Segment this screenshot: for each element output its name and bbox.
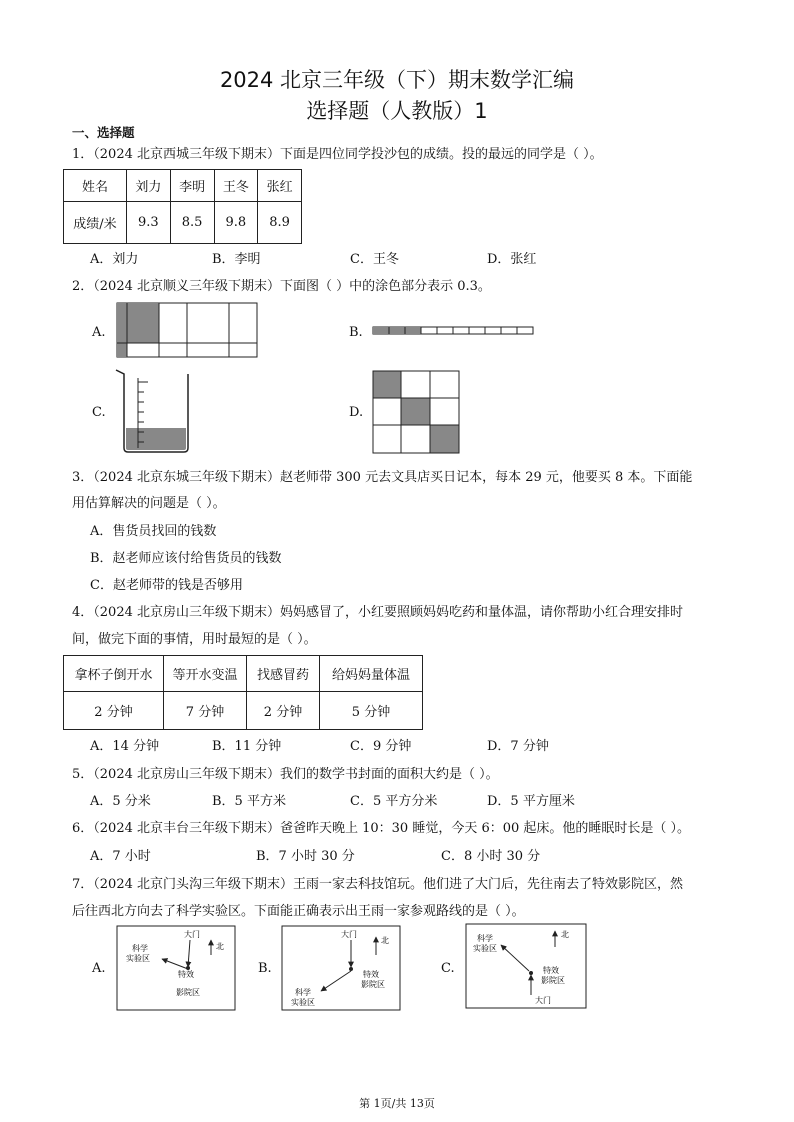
q4-cell: 5 分钟 [320, 692, 423, 730]
q7-map-a[interactable] [116, 925, 236, 1011]
map-lab-label: 科学 [295, 988, 311, 997]
q4-option-b[interactable]: B．11 分钟 [212, 739, 282, 754]
q1-option-d[interactable]: D．张红 [487, 252, 537, 267]
map-north-label: 北 [216, 942, 224, 951]
map-cinema-label: 特效 [543, 966, 559, 975]
q7-map-c[interactable] [465, 923, 587, 1009]
map-cinema-label: 影院区 [176, 988, 200, 997]
q2-figure-b[interactable] [372, 326, 534, 336]
q3-text-line1: 3．（2024 北京东城三年级下期末）赵老师带 300 元去文具店买日记本，每本 29 元，他要买 8 本。下面能 [72, 470, 693, 485]
q4-cell: 2 分钟 [247, 692, 320, 730]
q1-cell: 刘力 [127, 170, 171, 202]
q1-option-a[interactable]: A．刘力 [90, 252, 139, 267]
q1-cell: 李明 [170, 170, 214, 202]
q2-label-d[interactable]: D. [349, 405, 364, 420]
q5-option-a[interactable]: A．5 分米 [90, 794, 151, 809]
q4-cell: 2 分钟 [64, 692, 164, 730]
q7-text-line2: 后往西北方向去了科学实验区。下面能正确表示出王雨一家参观路线的是（ ）。 [72, 904, 525, 919]
map-cinema-label: 特效 [178, 970, 194, 979]
q5-option-d[interactable]: D．5 平方厘米 [487, 794, 575, 809]
map-cinema-label: 影院区 [361, 980, 385, 989]
doc-title: 2024 北京三年级（下）期末数学汇编 [219, 68, 575, 92]
q7-text-line1: 7．（2024 北京门头沟三年级下期末）王雨一家去科技馆玩。他们进了大门后，先往南去了特效影院区，然 [72, 877, 683, 892]
q1-cell: 姓名 [64, 170, 127, 202]
q2-figure-c[interactable] [114, 368, 196, 454]
section-heading: 一、选择题 [72, 125, 135, 140]
q2-label-c[interactable]: C. [92, 405, 106, 420]
q2-label-a[interactable]: A. [92, 325, 106, 340]
q4-cell: 7 分钟 [164, 692, 247, 730]
q4-cell: 拿杯子倒开水 [64, 656, 164, 692]
map-cinema-label: 影院区 [541, 976, 565, 985]
q3-text-line2: 用估算解决的问题是（ ）。 [72, 496, 226, 511]
q7-label-c[interactable]: C. [441, 961, 455, 976]
q4-cell: 找感冒药 [247, 656, 320, 692]
q4-text-line1: 4．（2024 北京房山三年级下期末）妈妈感冒了，小红要照顾妈妈吃药和量体温，请你帮助小红合理安排时 [72, 605, 683, 620]
q1-cell: 9.8 [214, 202, 258, 244]
q3-option-c[interactable]: C．赵老师带的钱是否够用 [90, 578, 243, 593]
page-footer: 第 1页/共 13页 [359, 1097, 435, 1110]
doc-subtitle: 选择题（人教版）1 [306, 99, 488, 123]
q1-cell: 张红 [258, 170, 302, 202]
q4-option-d[interactable]: D．7 分钟 [487, 739, 549, 754]
q4-option-a[interactable]: A．14 分钟 [90, 739, 160, 754]
q6-option-c[interactable]: C．8 小时 30 分 [441, 849, 541, 864]
map-lab-label: 科学 [477, 934, 493, 943]
map-north-label: 北 [561, 930, 569, 939]
q4-text-line2: 间，做完下面的事情，用时最短的是（ ）。 [72, 632, 317, 647]
q5-text: 5．（2024 北京房山三年级下期末）我们的数学书封面的面积大约是（ ）。 [72, 767, 499, 782]
q7-label-b[interactable]: B. [258, 961, 272, 976]
q3-option-b[interactable]: B．赵老师应该付给售货员的钱数 [90, 551, 282, 566]
map-gate-label: 大门 [341, 930, 357, 939]
q2-figure-a[interactable] [116, 302, 258, 358]
q1-cell: 8.9 [258, 202, 302, 244]
q4-cell: 等开水变温 [164, 656, 247, 692]
q2-text: 2．（2024 北京顺义三年级下期末）下面图（ ）中的涂色部分表示 0.3。 [72, 279, 491, 294]
q6-option-b[interactable]: B．7 小时 30 分 [256, 849, 355, 864]
map-lab-label: 实验区 [126, 954, 150, 963]
map-lab-label: 实验区 [291, 998, 315, 1007]
q6-text: 6．（2024 北京丰台三年级下期末）爸爸昨天晚上 10：30 睡觉，今天 6：00 起床。他的睡眠时长是（ ）。 [72, 821, 691, 836]
map-lab-label: 科学 [132, 944, 148, 953]
q1-option-c[interactable]: C．王冬 [350, 252, 399, 267]
q1-table [63, 169, 302, 244]
map-gate-label: 大门 [184, 930, 200, 939]
q2-label-b[interactable]: B. [349, 325, 363, 340]
q4-table [63, 655, 423, 730]
q7-label-a[interactable]: A. [92, 961, 106, 976]
q1-cell: 9.3 [127, 202, 171, 244]
map-cinema-label: 特效 [363, 970, 379, 979]
map-lab-label: 实验区 [473, 944, 497, 953]
q1-cell: 8.5 [170, 202, 214, 244]
q6-option-a[interactable]: A．7 小时 [90, 849, 151, 864]
q4-option-c[interactable]: C．9 分钟 [350, 739, 412, 754]
q5-option-c[interactable]: C．5 平方分米 [350, 794, 438, 809]
q1-option-b[interactable]: B．李明 [212, 252, 261, 267]
q1-cell: 王冬 [214, 170, 258, 202]
map-north-label: 北 [381, 936, 389, 945]
q1-cell: 成绩/米 [64, 202, 127, 244]
q1-text: 1．（2024 北京西城三年级下期末）下面是四位同学投沙包的成绩。投的最远的同学是（ ）。 [72, 147, 603, 162]
q2-figure-d[interactable] [372, 370, 460, 454]
q5-option-b[interactable]: B．5 平方米 [212, 794, 286, 809]
map-gate-label: 大门 [535, 996, 551, 1005]
q3-option-a[interactable]: A．售货员找回的钱数 [90, 524, 217, 539]
q7-map-b[interactable] [281, 925, 401, 1011]
q4-cell: 给妈妈量体温 [320, 656, 423, 692]
